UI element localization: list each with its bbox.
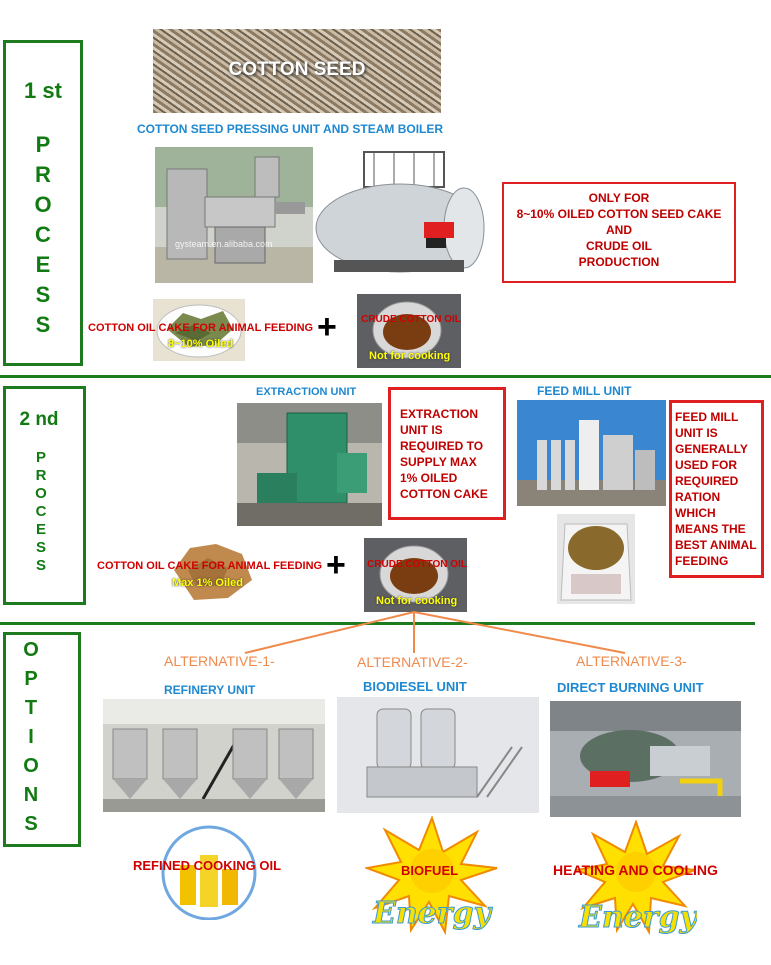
process-2-label-top: 2 nd [19,409,59,430]
feed-mill-note-line: MEANS THE [675,522,746,536]
extraction-note-line: REQUIRED TO [400,439,484,453]
process-2-letter: S [35,539,46,556]
feed-mill-note-line: GENERALLY [675,442,748,456]
press-watermark: gysteam.en.alibaba.com [175,239,273,249]
extraction-note-line: UNIT IS [400,423,443,437]
p1-cake-sub: 8~10% Oiled [168,338,234,350]
biodiesel-unit-title: BIODIESEL UNIT [363,679,467,694]
biodiesel-unit-photo [337,697,539,813]
pressing-unit-title: COTTON SEED PRESSING UNIT AND STEAM BOILER [137,122,444,136]
options-letter: T [24,697,38,719]
process-2-letter: O [35,485,47,502]
note-line: 8~10% OILED COTTON SEED CAKE [516,207,722,221]
process-1-letter: O [34,192,52,217]
extraction-note-line: SUPPLY MAX [400,455,477,469]
process-2-letter: S [35,557,46,574]
options-letter: I [28,726,34,748]
alternative-2-label: ALTERNATIVE-2- [357,654,468,670]
process-2-letter: E [35,521,46,538]
direct-burning-unit-photo [550,701,741,817]
note-line: CRUDE OIL [586,239,652,253]
options-letter: P [24,668,38,690]
process-2-letter: P [35,449,46,466]
extraction-note-line: EXTRACTION [400,407,478,421]
p2-cake-sub: Max 1% Oiled [172,577,243,589]
p2-crude-sub: Not for cooking [376,595,458,607]
p1-crude-label: CRUDE COTTON OIL [361,314,461,325]
process-1-letter: S [35,312,51,337]
note-line: PRODUCTION [578,255,660,269]
process-1-letter: S [35,282,51,307]
options-letter: N [23,784,39,806]
feed-mill-note-line: WHICH [675,506,716,520]
process-2-letter: R [35,467,47,484]
biofuel-energy-photo [365,816,499,943]
refinery-unit-title: REFINERY UNIT [164,683,256,697]
feed-mill-note-line: FEEDING [675,554,729,568]
p2-crude-label: CRUDE COTTON OIL [367,559,467,570]
biodiesel-unit-illustration [337,697,539,813]
p2-cake-label: COTTON OIL CAKE FOR ANIMAL FEEDING [97,560,323,572]
process-1-letter: C [35,222,51,247]
process-2-letter: C [35,503,47,520]
feed-mill-note-line: RATION [675,490,721,504]
feed-mill-title: FEED MILL UNIT [537,384,632,398]
alternative-1-label: ALTERNATIVE-1- [164,653,275,669]
heating-energy-word: Energy [579,900,697,935]
refinery-unit-photo [103,699,325,812]
options-letter: O [23,639,39,661]
alternative-3-label: ALTERNATIVE-3- [576,653,687,669]
heating-cooling-label: HEATING AND COOLING [553,862,718,878]
p1-cake-label: COTTON OIL CAKE FOR ANIMAL FEEDING [88,322,314,334]
note-line: AND [606,223,632,237]
p1-crude-sub: Not for cooking [369,350,451,362]
process-1-letter: E [35,252,51,277]
extraction-note-line: COTTON CAKE [400,487,488,501]
biofuel-energy-word: Energy [373,896,491,931]
feed-mill-note-line: BEST ANIMAL [675,538,757,552]
direct-burning-unit-illustration [550,701,741,817]
refined-cooking-oil-label: REFINED COOKING OIL [133,858,282,873]
cotton-seed-label: COTTON SEED [228,59,366,80]
p1-plus-sign: + [317,308,337,346]
process-1-label-top: 1 st [24,78,62,103]
feed-mill-note-line: REQUIRED [675,474,739,488]
process-1-letter: P [35,132,51,157]
feed-mill-note-line: USED FOR [675,458,738,472]
biofuel-label: BIOFUEL [401,863,459,878]
refinery-unit-illustration [103,699,325,812]
direct-burning-unit-title: DIRECT BURNING UNIT [557,680,704,695]
heating-energy-photo [575,820,697,945]
options-letter: O [23,755,39,777]
extraction-unit-title: EXTRACTION UNIT [256,386,357,398]
note-line: ONLY FOR [588,191,650,205]
process-1-letter: R [35,162,51,187]
options-letter: S [24,813,38,835]
p2-plus-sign: + [326,546,346,584]
extraction-note-line: 1% OILED [400,471,458,485]
feed-mill-note-line: UNIT IS [675,426,718,440]
feed-mill-note-line: FEED MILL [675,410,739,424]
